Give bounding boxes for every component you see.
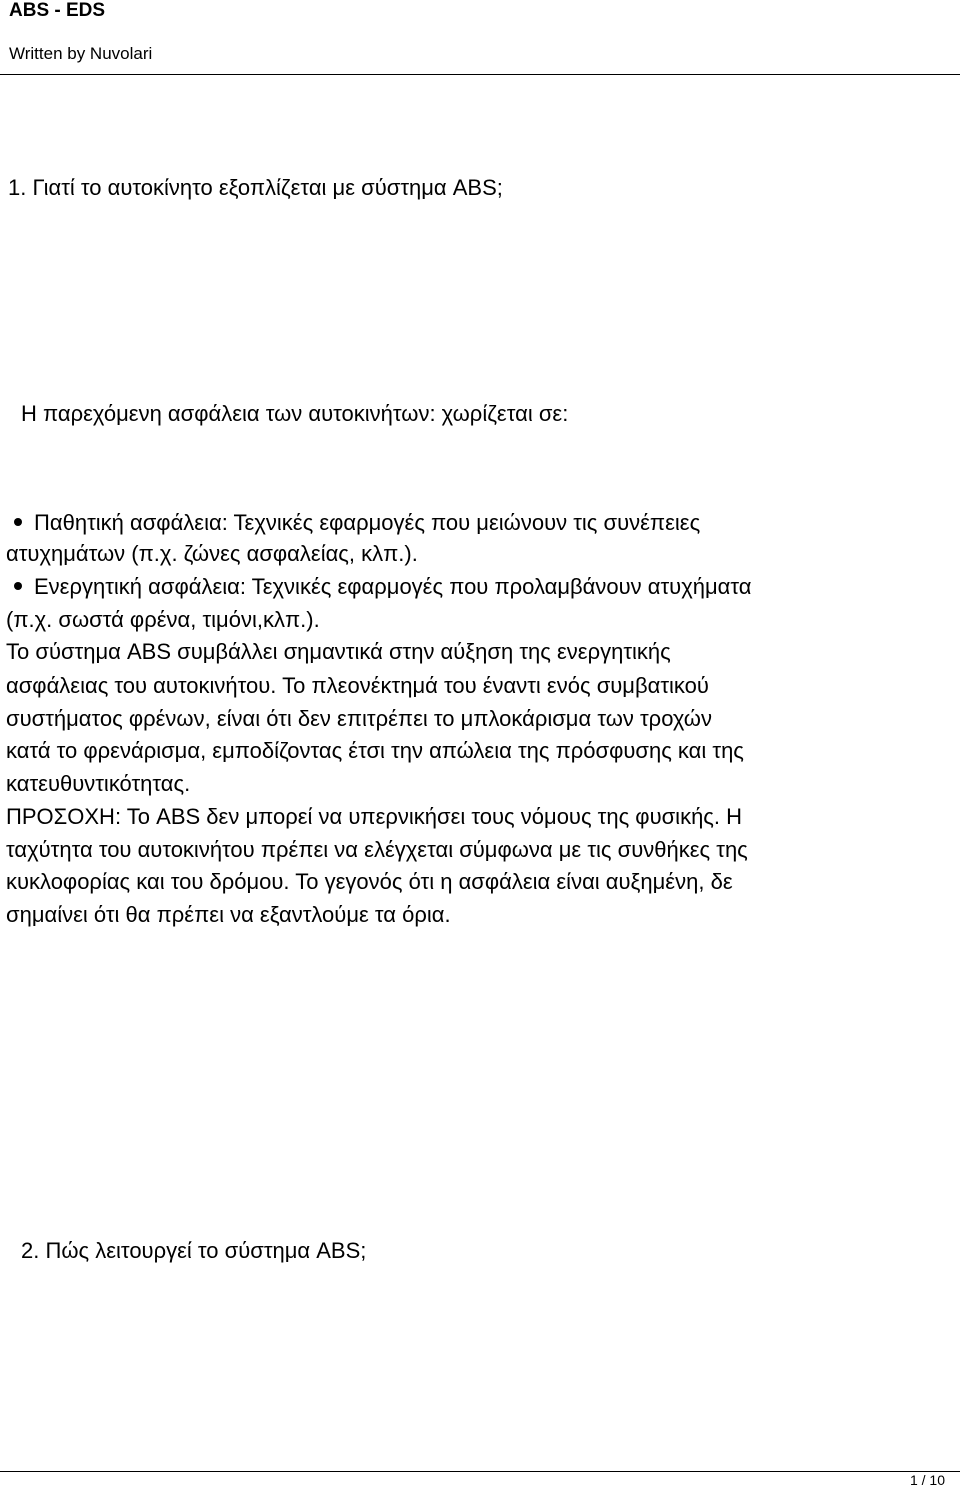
text-line: σημαίνει ότι θα πρέπει να εξαντλούμε τα όρια.	[6, 902, 451, 927]
intro-paragraph: Η παρεχόμενη ασφάλεια των αυτοκινήτων: χωρίζεται σε:	[21, 401, 569, 426]
question-1-heading: 1. Γιατί το αυτοκίνητο εξοπλίζεται με σύστημα ABS;	[8, 175, 503, 200]
document-author: Written by Nuvolari	[9, 44, 153, 63]
question-2-heading: 2. Πώς λειτουργεί το σύστημα ABS;	[21, 1238, 367, 1263]
list-item-text: Παθητική ασφάλεια: Τεχνικές εφαρμογές που μειώνουν τις συνέπειες	[34, 510, 701, 535]
text-line: ασφάλειας του αυτοκινήτου. Το πλεονέκτημά του έναντι ενός συμβατικού	[6, 673, 709, 698]
text-line: κυκλοφορίας και του δρόμου. Το γεγονός ότι η ασφάλεια είναι αυξημένη, δε	[6, 869, 733, 894]
document-title: ABS - EDS	[9, 0, 106, 21]
text-line: ταχύτητα του αυτοκινήτου πρέπει να ελέγχεται σύμφωνα με τις συνθήκες της	[6, 837, 748, 862]
bullet-icon	[14, 518, 22, 526]
list-item-text: Ενεργητική ασφάλεια: Τεχνικές εφαρμογές που προλαμβάνουν ατυχήματα	[34, 574, 752, 599]
text-line: (π.χ. σωστά φρένα, τιμόνι,κλπ.).	[6, 607, 320, 632]
text-line: Το σύστημα ABS συμβάλλει σημαντικά στην αύξηση της ενεργητικής	[6, 639, 671, 664]
list-item-passive-safety	[14, 507, 700, 539]
page-header	[0, 0, 960, 75]
text-line: συστήματος φρένων, είναι ότι δεν επιτρέπει το μπλοκάρισμα των τροχών	[6, 706, 712, 731]
text-line: κατευθυντικότητας.	[6, 771, 191, 796]
text-line: κατά το φρενάρισμα, εμποδίζοντας έτσι την απώλεια της πρόσφυσης και της	[6, 738, 744, 763]
list-item-active-safety	[14, 571, 752, 603]
page-number: 1 / 10	[909, 1472, 945, 1488]
text-line: ατυχημάτων (π.χ. ζώνες ασφαλείας, κλπ.).	[6, 541, 418, 566]
footer-divider	[0, 1471, 960, 1472]
text-line: ΠΡΟΣΟΧΗ: Το ABS δεν μπορεί να υπερνικήσει τους νόμους της φυσικής. Η	[6, 804, 743, 829]
bullet-icon	[14, 582, 22, 590]
